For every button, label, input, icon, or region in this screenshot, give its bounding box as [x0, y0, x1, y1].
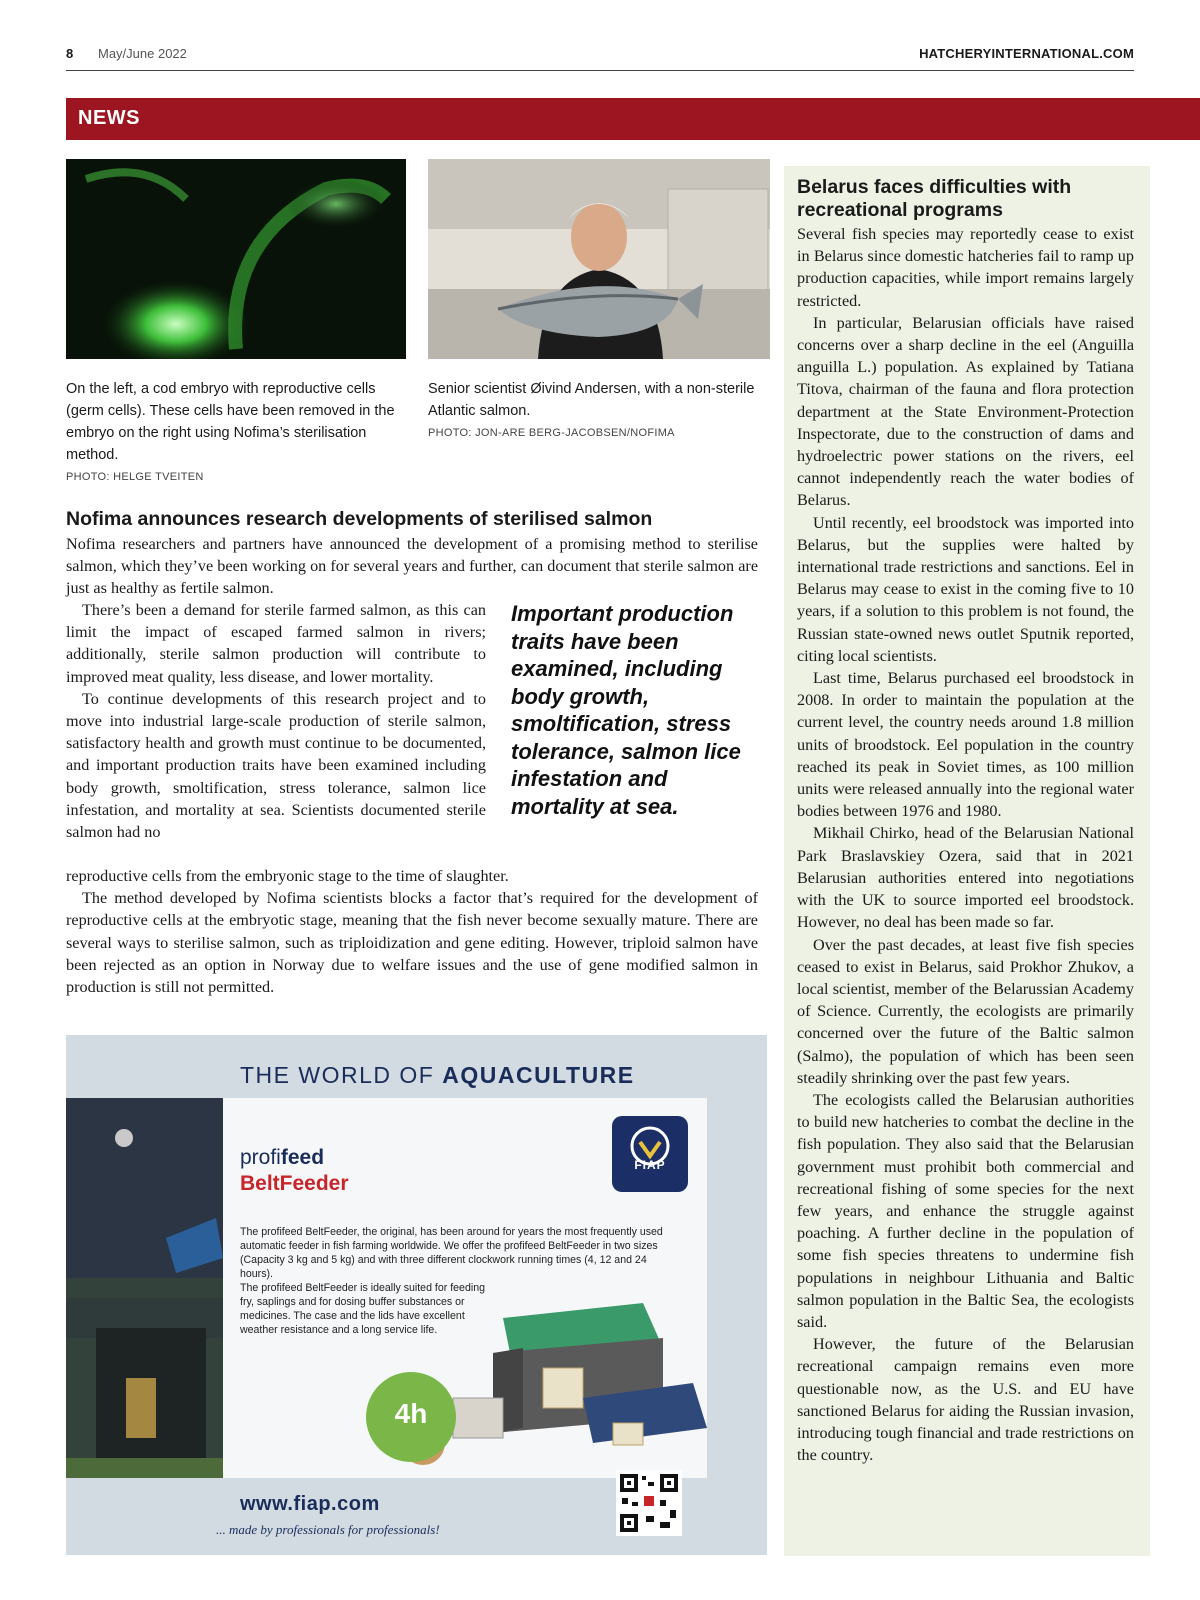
- scientist-photo-credit: PHOTO: JON-ARE BERG-JACOBSEN/NOFIMA: [428, 427, 675, 439]
- sidebar-paragraph: However, the future of the Belarusian recreational campaign remains even more questionable now, as the U.S. and EU have sanctioned Belarus for aiding the Russian invasion, introducing tough financial and trade restrictions on the country.: [797, 1335, 1134, 1465]
- ad-headline: [240, 1062, 635, 1089]
- ad-brand-light: profi: [240, 1146, 281, 1169]
- scientist-photo-caption: Senior scientist Øivind Andersen, with a non-sterile Atlantic salmon.: [428, 381, 755, 419]
- fiap-logo-icon: [612, 1116, 688, 1192]
- qr-code-icon[interactable]: [616, 1470, 682, 1536]
- ad-feeding-photo: [66, 1098, 223, 1478]
- section-bar: [66, 98, 1200, 140]
- sidebar-paragraph: Until recently, eel broodstock was imported into Belarus, but the supplies were halted by international trade restrictions and sanctions. Eel in Belarus may cease to exist in the coming five to 10 years, if a solution to this problem is not found, the Russian state-owned news outlet Sputnik reported, citing local scientists.: [797, 513, 1134, 665]
- ad-product-name: BeltFeeder: [240, 1172, 349, 1195]
- article-paragraph-3-end: reproductive cells from the embryonic stage to the time of slaughter.: [66, 867, 509, 885]
- ad-slogan: ... made by professionals for professionals!: [216, 1522, 440, 1537]
- embryo-photo-caption: On the left, a cod embryo with reproductive cells (germ cells). These cells have been removed in the embryo on the right using Nofima’s sterilisation method.: [66, 381, 395, 463]
- sidebar-paragraph: Last time, Belarus purchased eel broodstock in 2008. In order to maintain the population at the current level, the country needs around 1.8 million units of broodstock. Eel population in the country reached its peak in Soviet times, as 100 million units were released annually into the regional water bodies between 1976 and 1980.: [797, 669, 1134, 821]
- ad-feeding-photo-art: [66, 1098, 223, 1478]
- sidebar-paragraph: In particular, Belarusian officials have raised concerns over a sharp decline in the eel (Anguilla anguilla L.) population. As explained by Tatiana Titova, chairman of the fauna and flora protection department at the State Environment-Protection Inspectorate, due to the construction of dams and hydroelectric power stations on the rivers, eel cannot independently reach the water bodies of Belarus.: [797, 313, 1134, 510]
- sidebar-paragraph: Mikhail Chirko, head of the Belarusian National Park Braslavskiey Ozera, said that in 2021 Belarusian authorities entered into negotiations with the UK to source imported eel broodstock. However, no deal has been made so far.: [797, 824, 1134, 932]
- qr-code-art: [616, 1470, 682, 1536]
- ad-website-link[interactable]: www.fiap.com: [240, 1493, 380, 1515]
- sidebar-paragraph: Several fish species may reportedly cease to exist in Belarus since domestic hatcheries fail to ramp up production capacities, while import remains largely restricted.: [797, 225, 1134, 310]
- article-paragraph-3: To continue developments of this research project and to move into industrial large-scale production of sterile salmon, satisfactory health and growth must continue to be documented, and important production traits have been examined including body growth, smoltification, stress tolerance, salmon lice infestation, and mortality at sea. Scientists documented sterile salmon had no: [66, 689, 486, 842]
- article-lead: [66, 533, 758, 600]
- page-number: 8: [66, 46, 74, 61]
- embryo-photo: [66, 159, 406, 359]
- header-rule: [66, 70, 1134, 71]
- embryo-photo-credit: PHOTO: HELGE TVEITEN: [66, 471, 204, 483]
- ad-badge-label: 4h: [394, 1398, 428, 1429]
- ad-brand-name: [240, 1146, 324, 1170]
- sidebar-body: [797, 223, 1134, 1466]
- site-name[interactable]: HATCHERYINTERNATIONAL.COM: [919, 46, 1134, 61]
- ad-headline-bold: AQUACULTURE: [442, 1062, 635, 1088]
- sidebar-paragraph: Over the past decades, at least five fish species ceased to exist in Belarus, said Prokhor Zhukov, a local scientist, member of the Belarussian Academy of Science. Currently, the ecologists are primarily concerned over the future of the Baltic salmon (Salmo), the population of which has been seen steadily shrinking over the past few years.: [797, 935, 1134, 1087]
- ad-description-2: The profifeed BeltFeeder is ideally suited for feeding fry, saplings and for dosing buffer substances or medicines. The case and the lids have excellent weather resistance and a long service life.: [240, 1282, 485, 1336]
- article-paragraph-2: There’s been a demand for sterile farmed salmon, as this can limit the impact of escaped farmed salmon in rivers; additionally, sterile salmon production will contribute to improved meat quality, less disease, and lower mortality.: [66, 601, 486, 686]
- ad-headline-light: THE WORLD OF: [240, 1062, 435, 1088]
- sidebar-paragraph: The ecologists called the Belarusian authorities to build new hatcheries to combat the decline in the fish population. They also said that the Belarusian government must prohibit both commercial and recreational fishing of some species for the next few years, and enhance the struggle against poaching. A further decline in the population of some fish species threatens to undermine fish populations in neighbour Lithuania and Baltic salmon population in the Baltic Sea, the ecologists said.: [797, 1090, 1134, 1331]
- scientist-photo: [428, 159, 770, 359]
- article-paragraph-4: The method developed by Nofima scientists blocks a factor that’s required for the development of reproductive cells at the embryotic stage, meaning that the fish never become sexually mature. There are several ways to sterilise salmon, such as triploidization and gene editing. However, triploid salmon have been rejected as an option in Norway due to welfare issues and the use of gene modified salmon in production is still not permitted.: [66, 889, 758, 997]
- pull-quote: Important production traits have been examined, including body growth, smoltification, stress tolerance, salmon lice infestation and mortality at sea.: [511, 601, 741, 819]
- sidebar-title: Belarus faces difficulties with recreational programs: [797, 176, 1072, 221]
- embryo-photo-art: [66, 159, 406, 359]
- article-narrow-column: [66, 599, 486, 843]
- ad-brand-bold: feed: [280, 1146, 325, 1169]
- article-paragraph-1: Nofima researchers and partners have announced the development of a promising method to sterilise salmon, which they’ve been working on for several years and further, can document that sterile salmon are just as healthy as fertile salmon.: [66, 535, 758, 598]
- article-wide-column: [66, 865, 758, 998]
- ad-description-1: The profifeed BeltFeeder, the original, has been around for years the most frequently used automatic feeder in fish farming worldwide. We offer the profifeed BeltFeeder in two sizes (Capacity 3 kg and 5 kg) and with three different clockwork running times (4, 12 and 24 hours).: [240, 1226, 663, 1280]
- issue-date: May/June 2022: [98, 46, 187, 61]
- section-label: NEWS: [78, 107, 140, 129]
- article-title: Nofima announces research developments of sterilised salmon: [66, 508, 653, 530]
- scientist-photo-art: [428, 159, 770, 359]
- fiap-logo-mark: [612, 1116, 688, 1192]
- fiap-logo-text: FIAP: [634, 1158, 666, 1172]
